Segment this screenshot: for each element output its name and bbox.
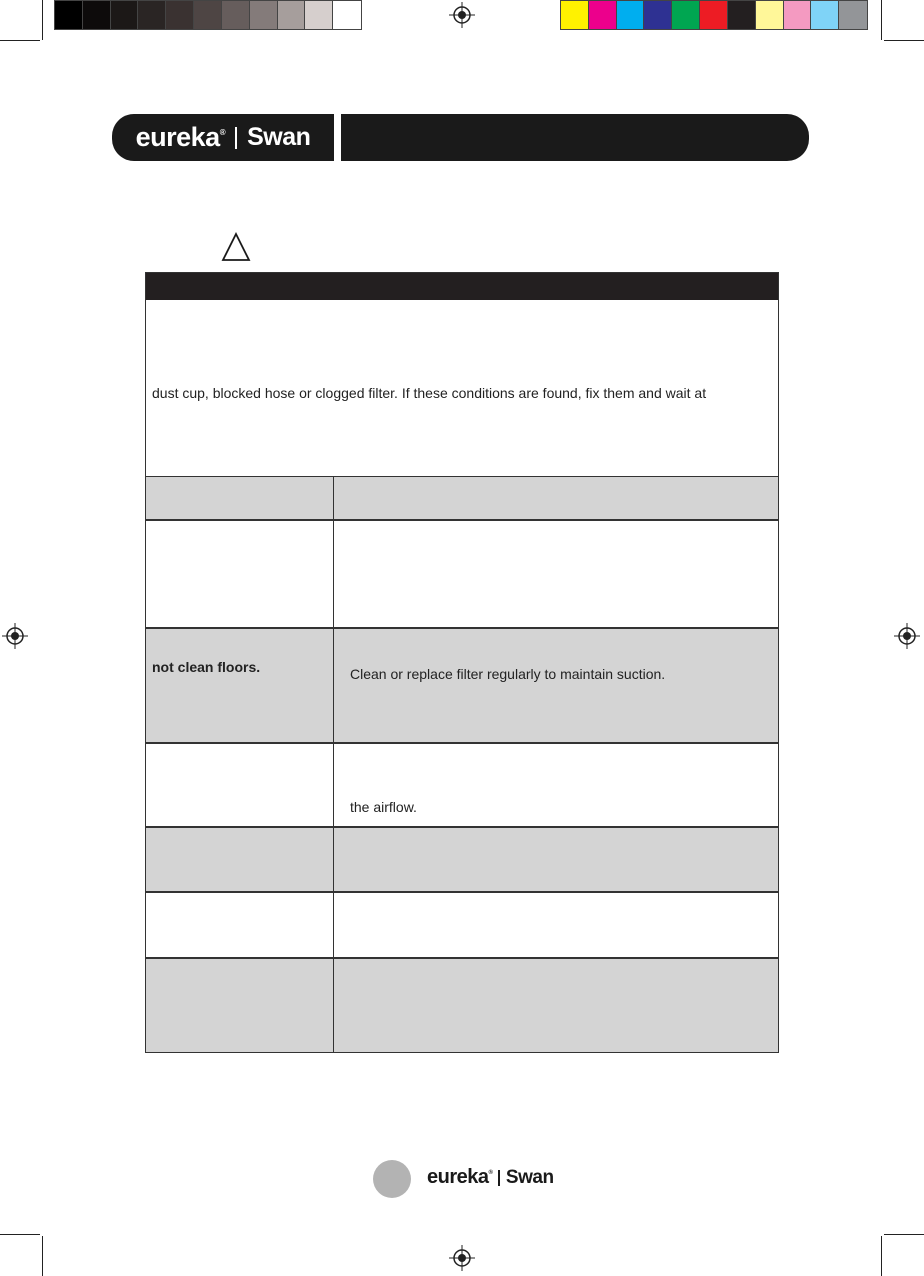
crop-mark [884,1234,924,1235]
problem-cell [146,828,334,891]
problem-cell [146,959,334,1052]
color-swatch [561,1,589,29]
problem-cell [146,893,334,957]
color-swatch [700,1,728,29]
table-row [146,828,778,893]
solution-cell [334,893,778,957]
crop-mark [42,0,43,40]
color-swatch [839,1,867,29]
grayscale-color-bar [54,0,362,30]
registration-mark-icon [2,623,28,649]
table-row [146,629,778,744]
color-swatch [55,1,83,29]
color-swatch [756,1,784,29]
color-swatch [166,1,194,29]
color-swatch [811,1,839,29]
table-row [146,959,778,1052]
solution-cell [334,828,778,891]
crop-mark [881,0,882,40]
color-swatch [644,1,672,29]
swan-logo: Swan [505,1166,554,1188]
color-swatch [305,1,333,29]
crop-mark [884,40,924,41]
page-number-badge [373,1160,411,1198]
crop-mark [881,1236,882,1276]
logo-divider [498,1170,500,1186]
registration-mark-icon [894,623,920,649]
color-swatch [250,1,278,29]
color-swatch [222,1,250,29]
registration-mark-icon [449,1245,475,1271]
table-row [146,477,778,521]
problem-cell [146,521,334,627]
solution-cell [334,959,778,1052]
warning-triangle-icon [221,232,251,262]
table-header-bar [146,273,778,300]
crop-mark [0,1234,40,1235]
color-swatch [83,1,111,29]
cmyk-color-bar [560,0,868,30]
section-title-banner [341,114,809,161]
problem-cell [146,477,334,519]
swan-logo: Swan [247,123,311,151]
solution-cell [334,521,778,627]
crop-mark [42,1236,43,1276]
eureka-logo: eureka® [135,122,226,152]
logo-divider [235,127,237,149]
color-swatch [111,1,139,29]
brand-logo-banner [112,114,334,161]
table-row [146,521,778,629]
color-swatch [278,1,306,29]
color-swatch [333,1,361,29]
solution-cell: Clean or replace filter regularly to maintain suction. [350,666,666,682]
solution-cell: the airflow. [350,799,417,815]
registration-mark-icon [449,2,475,28]
footer-brand-logo [427,1166,554,1189]
color-swatch [138,1,166,29]
table-row [146,893,778,959]
color-swatch [194,1,222,29]
solution-cell [334,477,778,519]
color-swatch [672,1,700,29]
color-swatch [728,1,756,29]
notice-text: dust cup, blocked hose or clogged filter. If these conditions are found, fix them and wait at [152,385,707,401]
color-swatch [589,1,617,29]
color-swatch [617,1,645,29]
problem-cell [146,744,334,826]
color-swatch [784,1,812,29]
crop-mark [0,40,40,41]
eureka-logo: eureka® [427,1166,493,1188]
problem-cell: not clean floors. [146,629,334,742]
troubleshooting-table [145,272,779,1053]
safety-notice [146,300,778,477]
table-row [146,744,778,828]
